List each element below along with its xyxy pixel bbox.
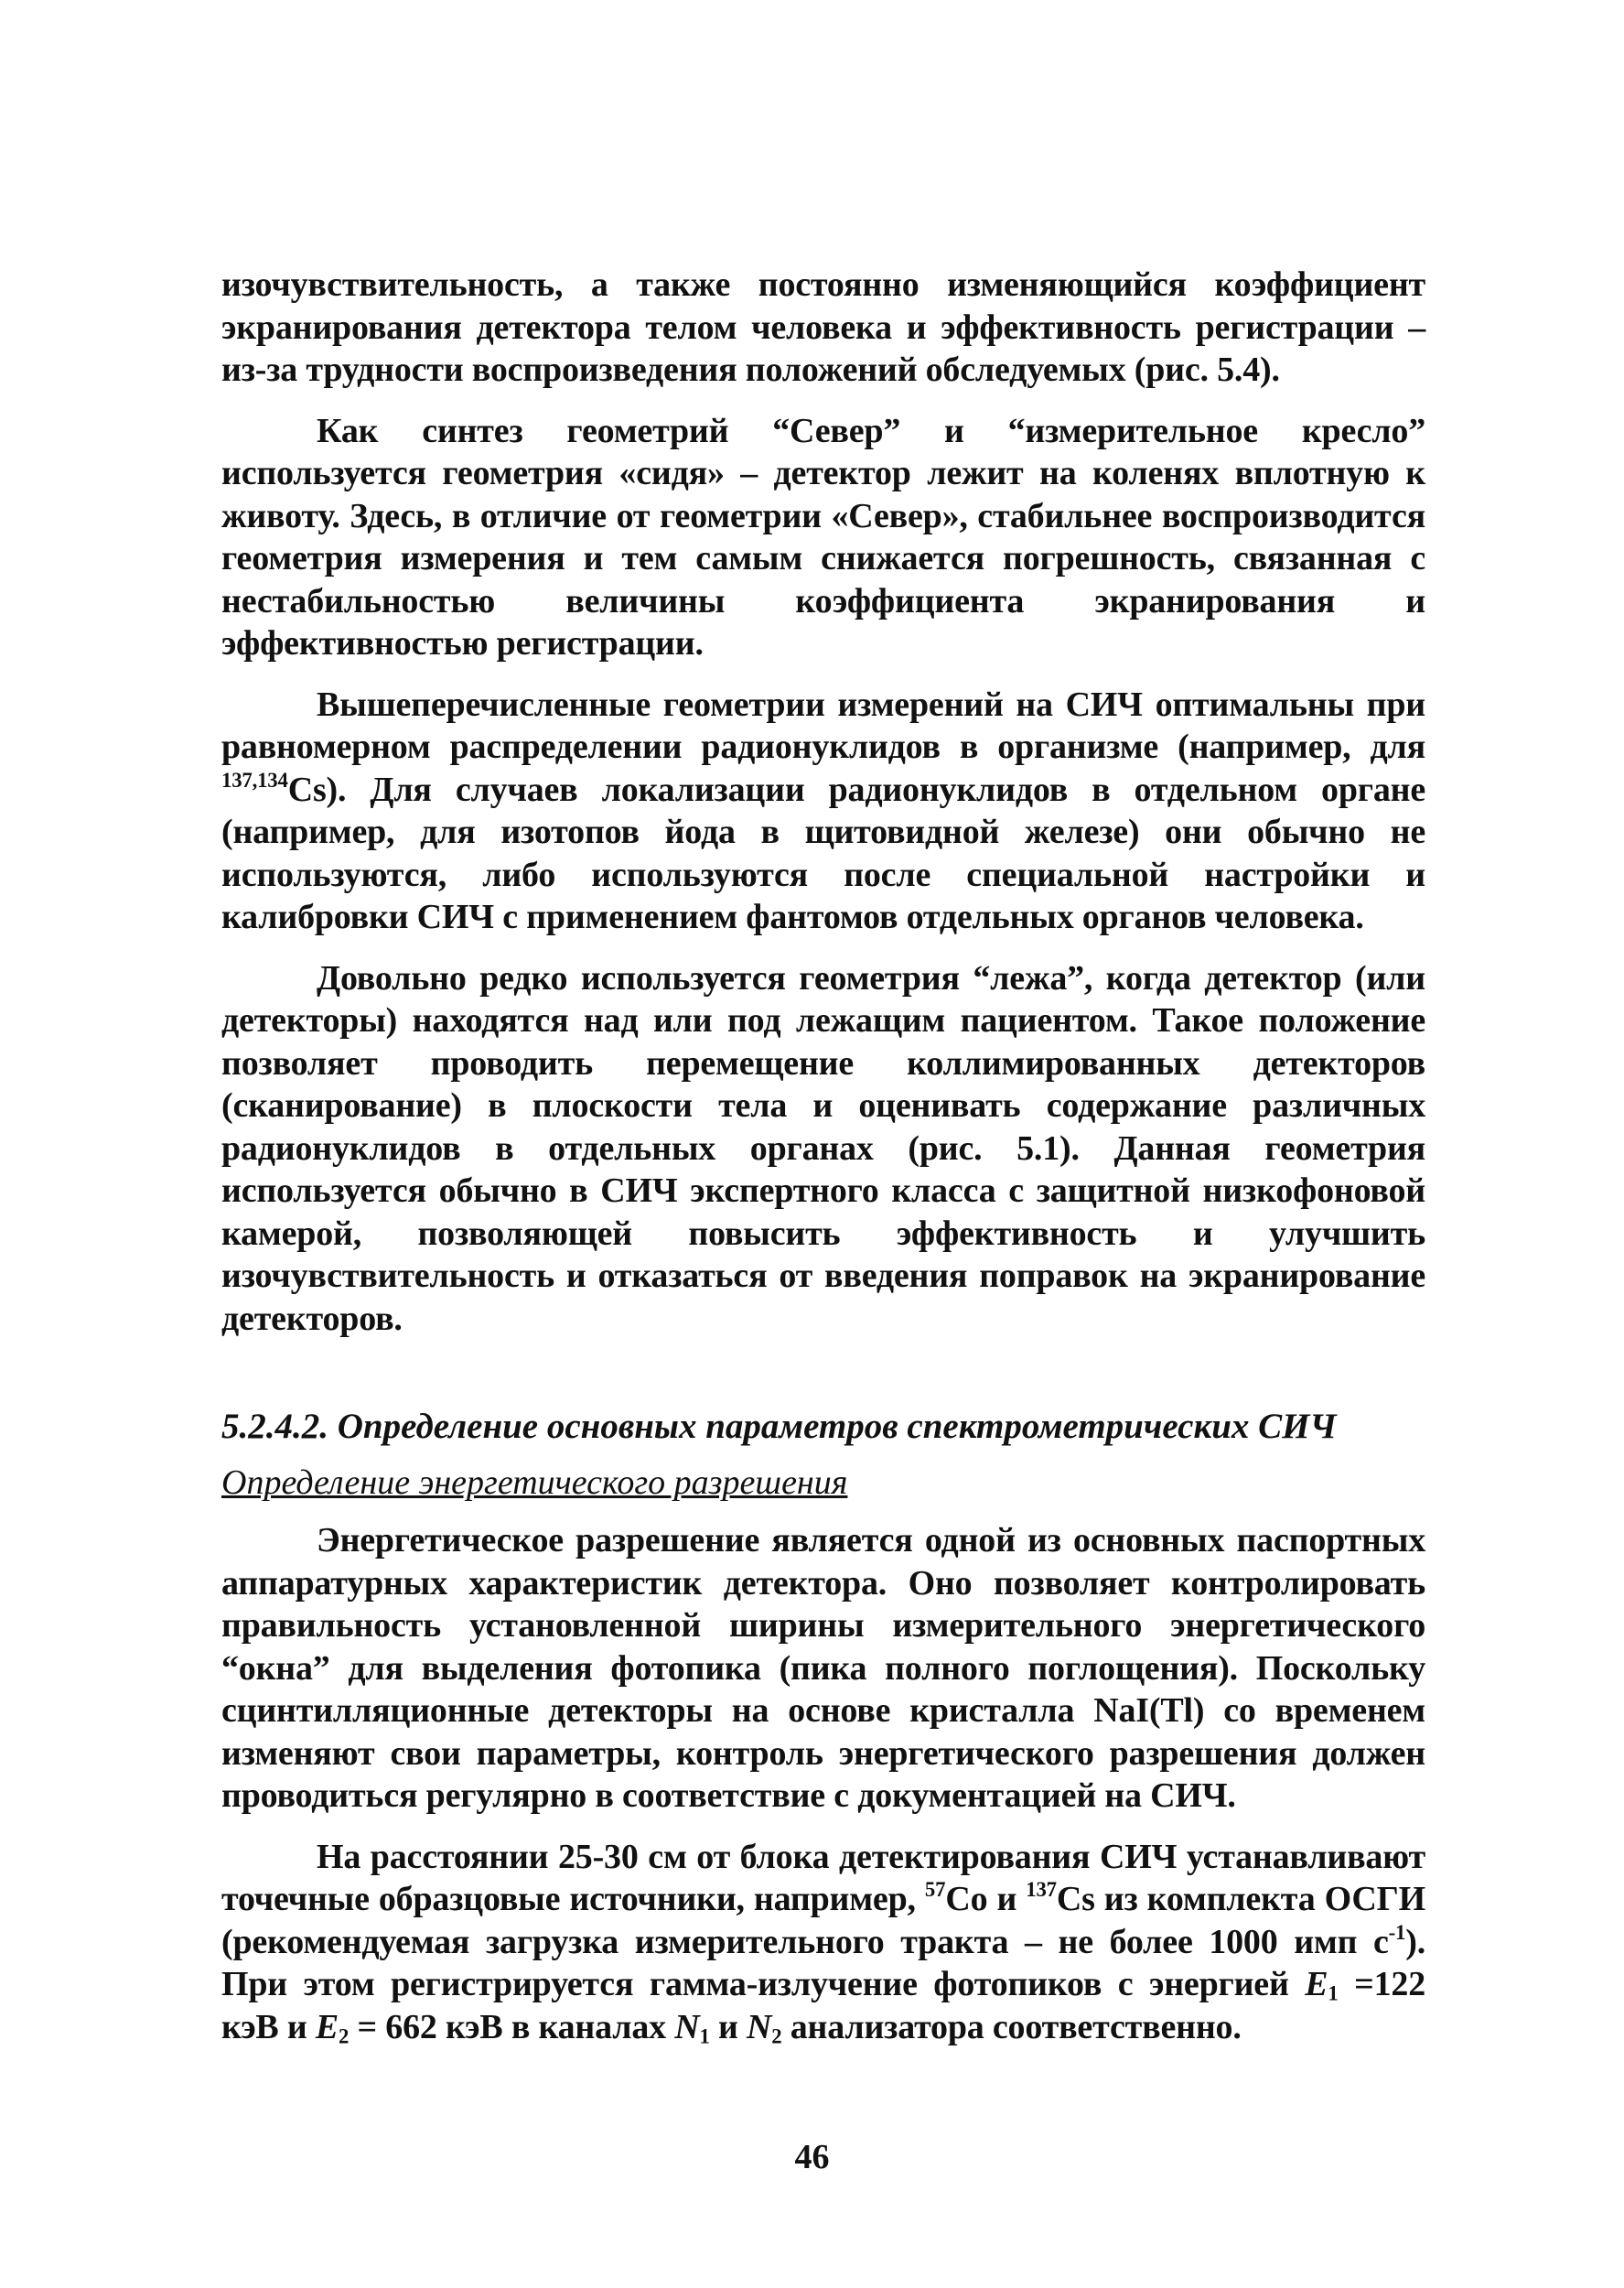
paragraph-6 [221,1836,1425,2049]
paragraph-1 [221,264,1425,392]
paragraph-2-text: Как синтез геометрий “Север” и “измерительное кресло” используется геометрия «сидя» – детектор лежит на коленях вплотную к животу. Здесь, в отличие от геометрии «Север», стабильнее воспроизводится геометрия измерения и тем самым снижается погрешность, связанная с нестабильностью величины коэффициента экранирования и эффективностью регистрации. [221,411,1425,663]
paragraph-5 [221,1519,1425,1818]
unit-exponent-superscript: -1 [1388,1920,1406,1944]
energy-e1-subscript: 1 [1328,1981,1339,2005]
channel-n1-subscript: 1 [699,2024,710,2048]
channel-n2-subscript: 2 [771,2024,782,2048]
page-content [221,264,1425,2067]
channel-n1-symbol: N [674,2007,700,2046]
paragraph-6-text-6: = 662 кэВ в каналах [349,2007,675,2046]
paragraph-5-text: Энергетическое разрешение является одной из основных паспортных аппаратурных характеристик детектора. Оно позволяет контролировать правильность установленной ширины измерительного энергетического “окна” для выделения фотопика (пика полного поглощения). Поскольку сцинтилляционные детекторы на основе кристалла NaI(Tl) со временем изменяют свои параметры, контроль энергетического разрешения должен проводиться регулярно в соответствие с документацией на СИЧ. [221,1521,1425,1815]
co-isotope-superscript: 57 [924,1878,946,1902]
paragraph-6-text-2: Co и [945,1880,1027,1918]
paragraph-6-text-3: Cs из комплекта ОСГИ (рекомендуемая загрузка измерительного тракта – не более 1000 имп с [221,1880,1425,1961]
energy-e1-symbol: E [1305,1965,1328,2003]
cs-isotope-superscript-2: 137 [1026,1878,1057,1902]
section-heading: 5.2.4.2. Определение основных параметров спектрометрических СИЧ [221,1407,1337,1446]
paragraph-6-text-7: и [709,2007,747,2046]
paragraph-3-text-a: Вышеперечисленные геометрии измерений на СИЧ оптимальны при равномерном распределении радионуклидов в организме (например, для [221,685,1425,766]
paragraph-6-text-4: ). При этом регистрируется гамма-излучение фотопиков с энергией [221,1922,1425,2003]
paragraph-6-text-5: =122 кэВ и [221,1965,1425,2046]
cs-isotope-superscript: 137,134 [221,768,288,792]
paragraph-1-text: изочувствительность, а также постоянно изменяющийся коэффициент экранирования детектора телом человека и эффективность регистрации – из-за трудности воспроизведения положений обследуемых (рис. 5.4). [221,265,1425,389]
energy-e2-symbol: E [315,2007,339,2046]
paragraph-6-text-8: анализатора соответственно. [781,2007,1242,2046]
paragraph-3-text-b: Cs). Для случаев локализации радионуклидов в отдельном органе (например, для изотопов йода в щитовидной железе) они обычно не используются, либо используются после специальной настройки и калибровки СИЧ с применением фантомов отдельных органов человека. [221,770,1425,936]
paragraph-3 [221,684,1425,939]
energy-e2-subscript: 2 [339,2024,350,2048]
page-number: 46 [794,2138,830,2176]
channel-n2-symbol: N [746,2007,772,2046]
paragraph-2 [221,410,1425,665]
paragraph-4 [221,957,1425,1341]
subheading: Определение энергетического разрешения [221,1463,848,1502]
paragraph-6-text-1: На расстоянии 25-30 см от блока детектирования СИЧ устанавливают точечные образцовые источники, например, [221,1837,1425,1918]
paragraph-4-text: Довольно редко используется геометрия “лежа”, когда детектор (или детекторы) находятся над или под лежащим пациентом. Такое положение позволяет проводить перемещение коллимированных детекторов (сканирование) в плоскости тела и оценивать содержание различных радионуклидов в отдельных органах (рис. 5.1). Данная геометрия используется обычно в СИЧ экспертного класса с защитной низкофоновой камерой, позволяющей повысить эффективность и улучшить изочувствительность и отказаться от введения поправок на экранирование детекторов. [221,958,1425,1338]
